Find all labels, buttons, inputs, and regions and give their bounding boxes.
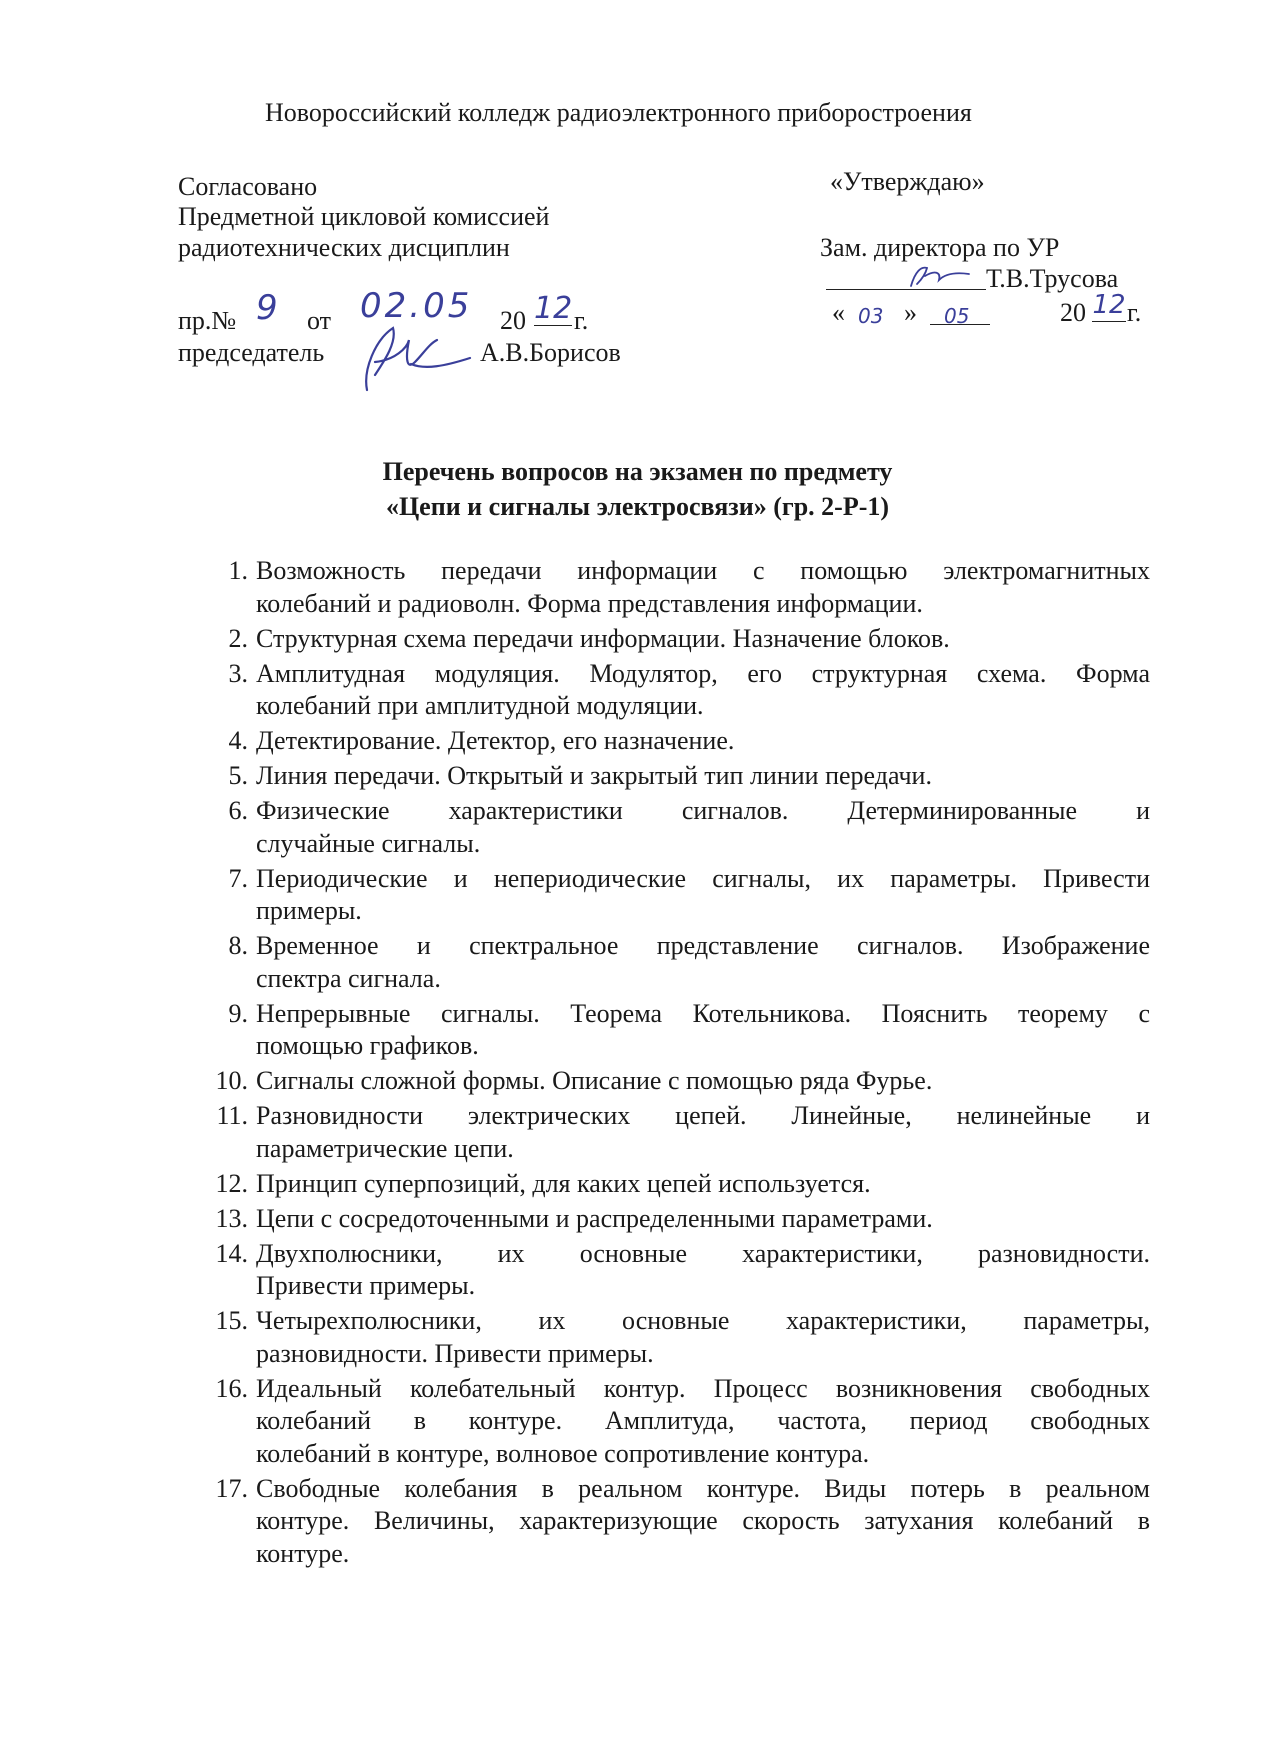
question-item bbox=[190, 760, 1150, 793]
question-item bbox=[190, 1203, 1150, 1236]
approval-year-end: г. bbox=[1127, 298, 1142, 327]
director-signature bbox=[905, 262, 975, 292]
question-text-line: Привести примеры. bbox=[256, 1271, 476, 1300]
question-text-line: Цепи с сосредоточенными и распределенными параметрами. bbox=[256, 1203, 933, 1233]
question-text-line: случайные сигналы. bbox=[256, 828, 481, 858]
question-text-line: колебаний при амплитудной модуляции. bbox=[256, 691, 704, 720]
question-text bbox=[256, 658, 1150, 723]
approval-year-handwritten: 12 bbox=[1092, 290, 1126, 320]
question-number: 13. bbox=[215, 1203, 248, 1233]
question-text bbox=[256, 1203, 1150, 1236]
question-text bbox=[256, 760, 1150, 793]
question-text bbox=[256, 725, 1150, 758]
question-text bbox=[256, 930, 1150, 995]
question-text-line: разновидности. Привести примеры. bbox=[256, 1338, 654, 1368]
approval-month-underline bbox=[930, 324, 990, 325]
question-item bbox=[190, 1473, 1150, 1571]
question-item bbox=[190, 658, 1150, 723]
question-text-line: спектра сигнала. bbox=[256, 963, 441, 993]
question-number: 7. bbox=[228, 863, 248, 893]
deputy-director-position: Зам. директора по УР bbox=[820, 233, 1060, 262]
chairman-label: председатель bbox=[178, 338, 325, 367]
question-text-line: Физические характеристики сигналов. Детерминированные и bbox=[256, 796, 1150, 825]
approval-date-open-quote: « bbox=[832, 298, 845, 327]
question-item bbox=[190, 930, 1150, 995]
question-number: 12. bbox=[215, 1168, 248, 1198]
question-text-line: колебаний в контуре, волновое сопротивление контура. bbox=[256, 1438, 870, 1468]
question-text bbox=[256, 1373, 1150, 1471]
question-text-line: параметрические цепи. bbox=[256, 1133, 514, 1163]
director-name: Т.В.Трусова bbox=[986, 264, 1119, 293]
document-title-line-1: Перечень вопросов на экзамен по предмету bbox=[382, 457, 893, 486]
approve-label: «Утверждаю» bbox=[830, 167, 985, 196]
approval-date-close-quote: » bbox=[904, 298, 917, 327]
question-list bbox=[190, 555, 1150, 1573]
protocol-year-end: г. bbox=[574, 306, 589, 335]
question-text-line: Двухполюсники, их основные характеристики, разновидности. bbox=[256, 1238, 1150, 1268]
question-item bbox=[190, 998, 1150, 1063]
question-number: 6. bbox=[228, 796, 248, 825]
question-text-line: помощью графиков. bbox=[256, 1031, 479, 1060]
question-text-line: Сигналы сложной формы. Описание с помощью ряда Фурье. bbox=[256, 1066, 933, 1095]
question-text bbox=[256, 555, 1150, 620]
question-number: 3. bbox=[228, 658, 248, 688]
question-item bbox=[190, 1305, 1150, 1370]
institution-name: Новороссийский колледж радиоэлектронного приборостроения bbox=[265, 98, 972, 127]
question-item bbox=[190, 1100, 1150, 1165]
approval-day-handwritten: 03 bbox=[858, 304, 884, 328]
question-text-line: колебаний в контуре. Амплитуда, частота, период свободных bbox=[256, 1406, 1150, 1435]
question-number: 15. bbox=[215, 1306, 248, 1335]
question-number: 14. bbox=[215, 1238, 248, 1268]
question-text-line: Временное и спектральное представление сигналов. Изображение bbox=[256, 931, 1150, 960]
question-item bbox=[190, 795, 1150, 860]
question-text-line: Разновидности электрических цепей. Линейные, нелинейные и bbox=[256, 1101, 1150, 1130]
committee-line-1: Предметной цикловой комиссией bbox=[178, 202, 550, 231]
question-number: 4. bbox=[228, 726, 248, 755]
question-item bbox=[190, 725, 1150, 758]
question-text-line: контуре. Величины, характеризующие скорость затухания колебаний в bbox=[256, 1506, 1150, 1535]
question-item bbox=[190, 555, 1150, 620]
question-item bbox=[190, 1168, 1150, 1201]
question-text bbox=[256, 1100, 1150, 1165]
question-text-line: Детектирование. Детектор, его назначение. bbox=[256, 726, 735, 755]
question-number: 11. bbox=[216, 1101, 248, 1130]
question-text-line: Периодические и непериодические сигналы, их параметры. Привести bbox=[256, 863, 1150, 893]
question-text bbox=[256, 1168, 1150, 1201]
question-text bbox=[256, 998, 1150, 1063]
protocol-number-handwritten: 9 bbox=[256, 288, 278, 328]
question-text bbox=[256, 795, 1150, 860]
question-text-line: Возможность передачи информации с помощью электромагнитных bbox=[256, 556, 1150, 585]
question-item bbox=[190, 1238, 1150, 1303]
question-number: 16. bbox=[215, 1373, 248, 1403]
protocol-date-handwritten: 02.05 bbox=[360, 286, 473, 326]
question-number: 1. bbox=[228, 556, 248, 585]
question-text bbox=[256, 1238, 1150, 1303]
agreed-label: Согласовано bbox=[178, 172, 318, 201]
question-text-line: примеры. bbox=[256, 896, 362, 925]
question-item bbox=[190, 863, 1150, 928]
question-text bbox=[256, 1305, 1150, 1370]
question-number: 5. bbox=[228, 761, 248, 790]
protocol-prefix: пр.№ bbox=[178, 306, 237, 335]
approval-month-handwritten: 05 bbox=[944, 304, 970, 328]
question-item bbox=[190, 1065, 1150, 1098]
protocol-year-handwritten: 12 bbox=[534, 291, 573, 326]
question-number: 8. bbox=[228, 931, 248, 960]
question-text-line: Свободные колебания в реальном контуре. Виды потерь в реальном bbox=[256, 1473, 1150, 1503]
from-label: от bbox=[307, 306, 332, 335]
question-text-line: Принцип суперпозиций, для каких цепей используется. bbox=[256, 1168, 871, 1198]
document-title-line-2: «Цепи и сигналы электросвязи» (гр. 2-Р-1) bbox=[385, 492, 890, 521]
question-text-line: Четырехполюсники, их основные характеристики, параметры, bbox=[256, 1306, 1150, 1335]
question-text bbox=[256, 863, 1150, 928]
question-number: 2. bbox=[228, 623, 248, 653]
question-text-line: Идеальный колебательный контур. Процесс возникновения свободных bbox=[256, 1373, 1150, 1403]
approval-year-prefix: 20 bbox=[1060, 298, 1086, 327]
question-text-line: Линия передачи. Открытый и закрытый тип линии передачи. bbox=[256, 761, 932, 790]
question-text-line: контуре. bbox=[256, 1538, 350, 1568]
question-item bbox=[190, 623, 1150, 656]
chairman-signature bbox=[345, 320, 475, 400]
protocol-year-prefix: 20 bbox=[500, 306, 526, 335]
question-item bbox=[190, 1373, 1150, 1471]
chairman-name: А.В.Борисов bbox=[480, 338, 621, 367]
question-text bbox=[256, 1065, 1150, 1098]
question-text bbox=[256, 623, 1150, 656]
question-text-line: Непрерывные сигналы. Теорема Котельникова. Пояснить теорему с bbox=[256, 998, 1150, 1028]
question-text bbox=[256, 1473, 1150, 1571]
question-text-line: Амплитудная модуляция. Модулятор, его структурная схема. Форма bbox=[256, 658, 1150, 688]
question-number: 9. bbox=[228, 998, 248, 1028]
question-text-line: Структурная схема передачи информации. Назначение блоков. bbox=[256, 623, 950, 653]
question-text-line: колебаний и радиоволн. Форма представления информации. bbox=[256, 588, 923, 618]
question-number: 17. bbox=[215, 1473, 248, 1503]
question-number: 10. bbox=[215, 1066, 248, 1095]
committee-line-2: радиотехнических дисциплин bbox=[178, 233, 510, 262]
